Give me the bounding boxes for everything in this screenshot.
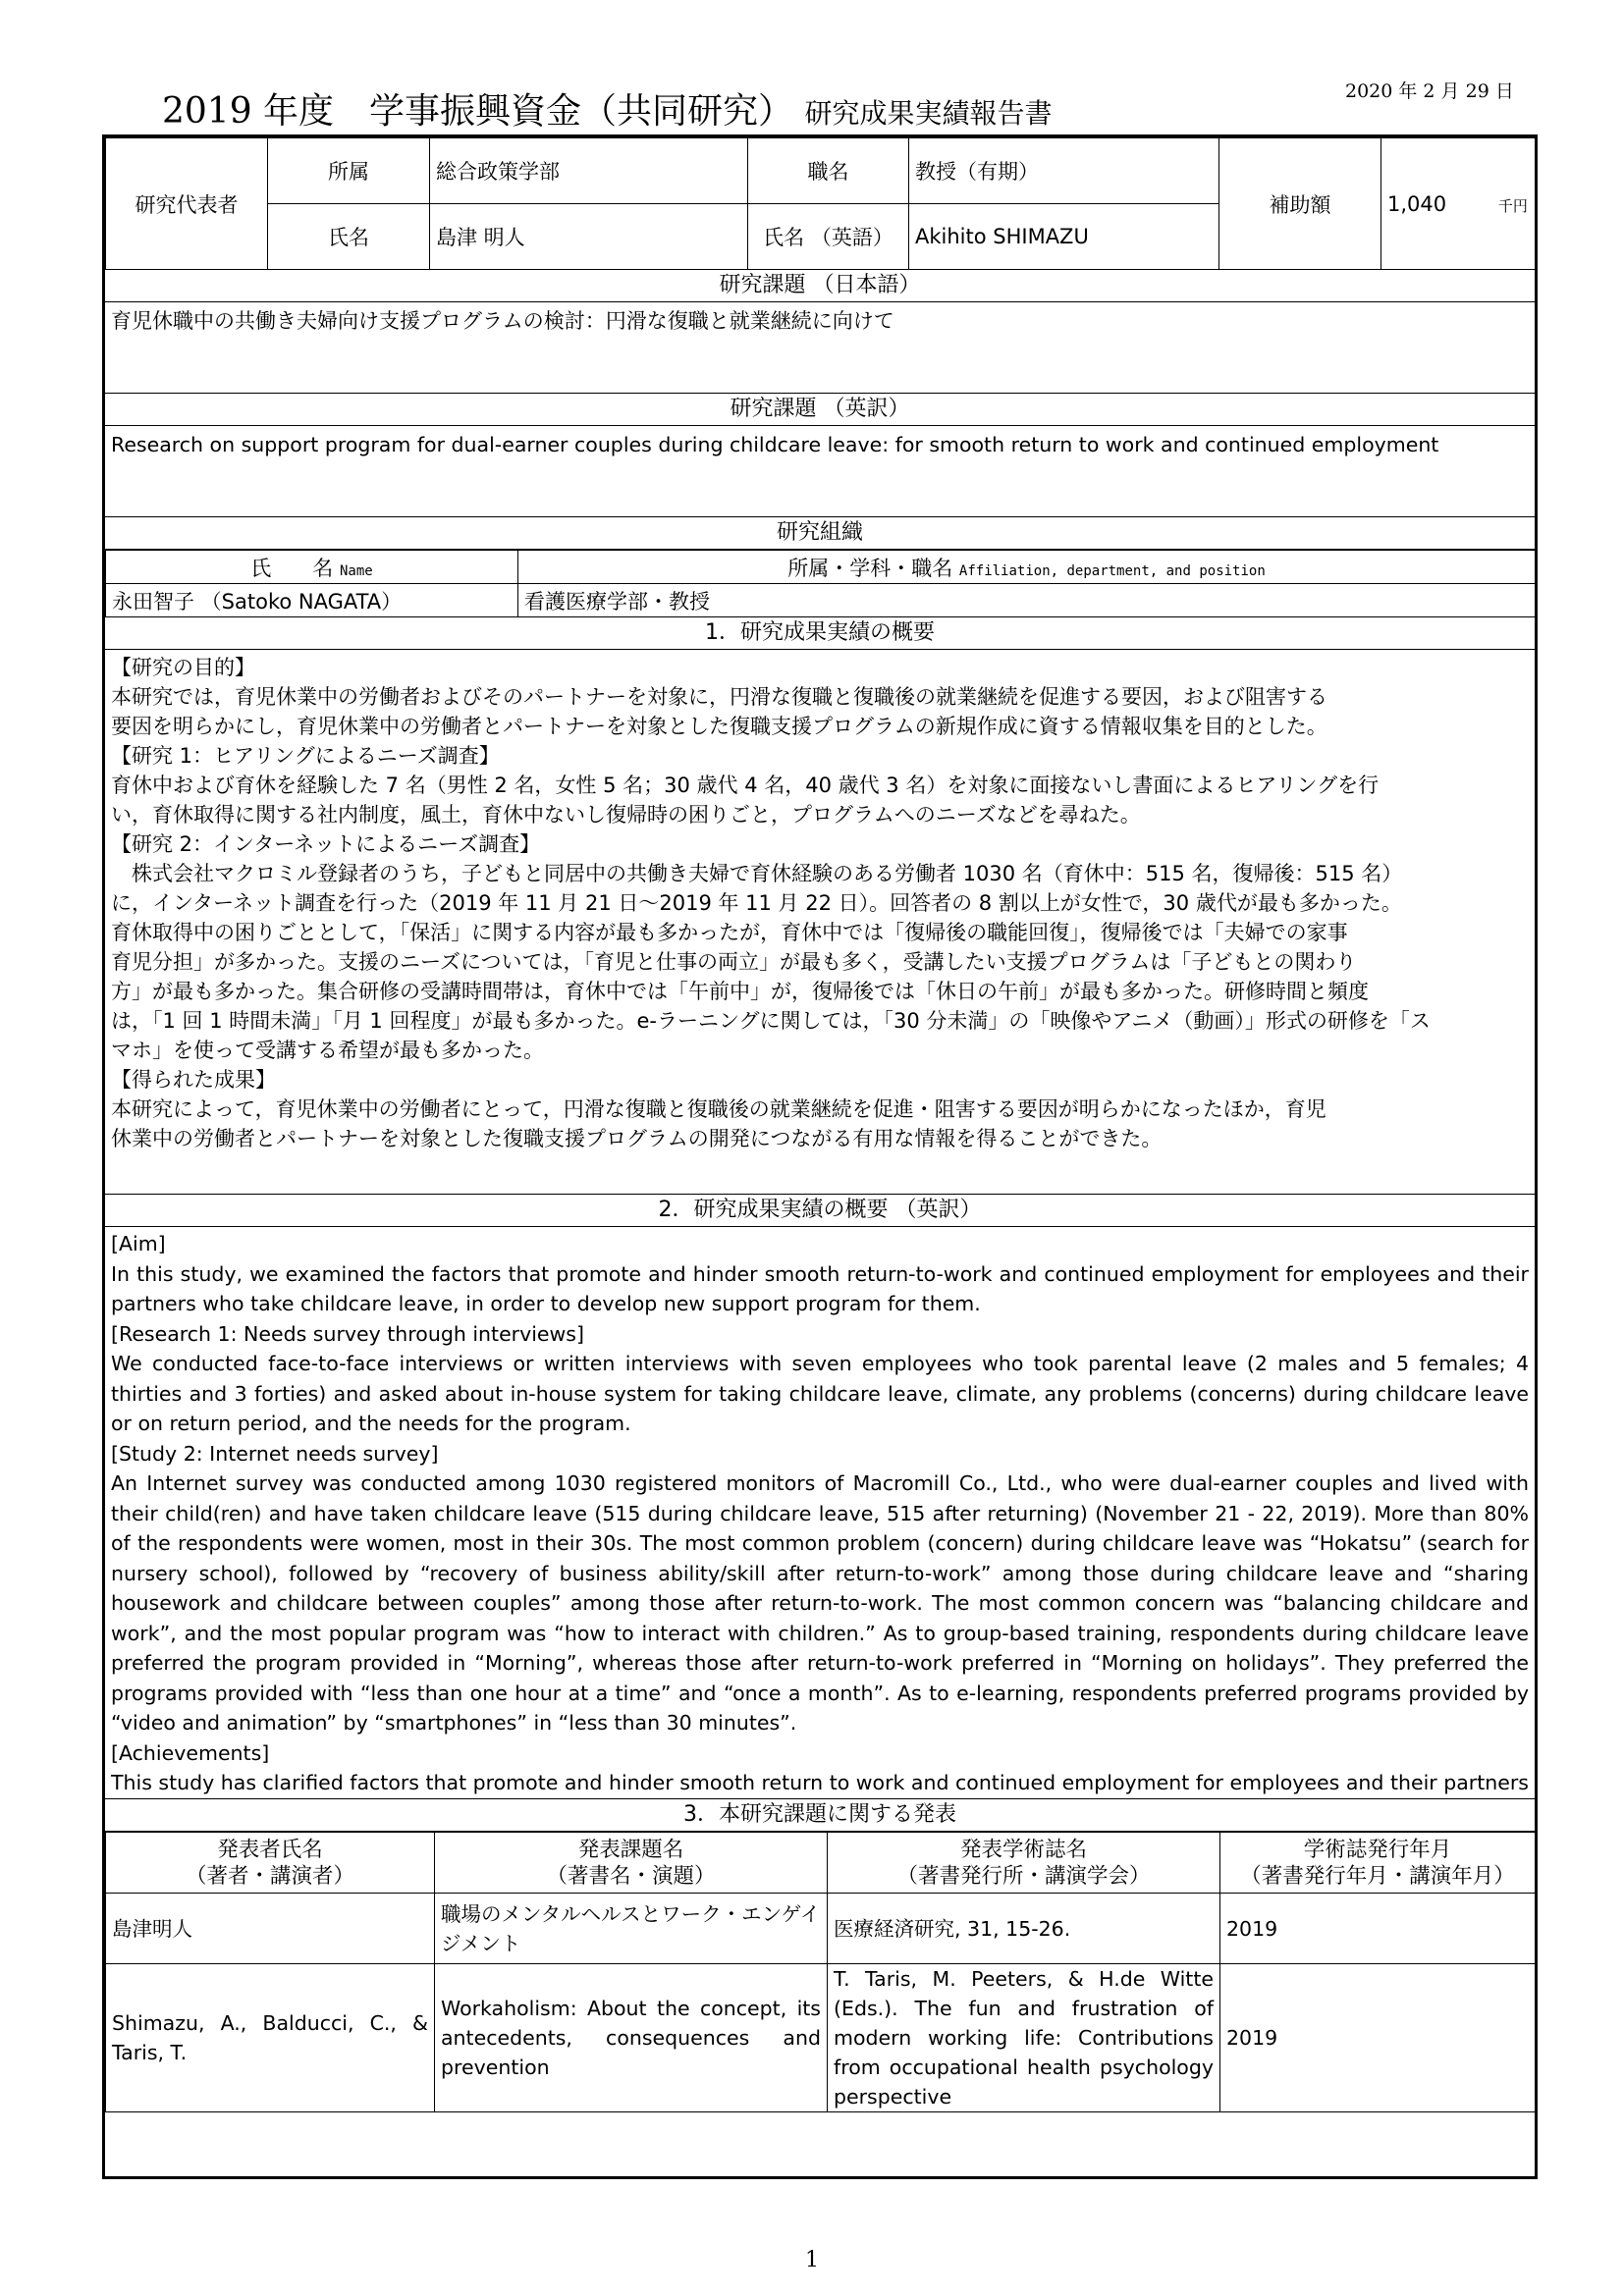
publications-column-headers	[106, 1833, 1536, 1894]
summary-ja-line: 育休中および育休を経験した 7 名（男性 2 名，女性 5 名；30 歳代 4 名，40 歳代 3 名）を対象に面接ないし書面によるヒアリングを行	[111, 774, 1380, 797]
position-value: 教授（有期）	[909, 138, 1219, 204]
summary-ja-line: 【研究 1：ヒアリングによるニーズ調査】	[111, 744, 500, 768]
grant-label: 補助額	[1219, 138, 1381, 270]
summary-en-paragraph: [Achievements]	[111, 1740, 270, 1765]
position-label: 職名	[748, 138, 909, 204]
pub-author: Shimazu, A., Balducci, C., & Taris, T.	[106, 1964, 435, 2112]
summary-en-paragraph: This study has clarified factors that promote and hinder smooth return to work and continued employment for employees and their partners	[111, 1771, 1529, 1794]
page-title	[162, 83, 1053, 133]
title-main: 2019 年度 学事振興資金（共同研究）	[162, 91, 794, 132]
affiliation-value: 総合政策学部	[430, 138, 748, 204]
pub-col-title: 発表課題名 （著書名・演題）	[435, 1833, 828, 1894]
summary-ja-line: 本研究では，育児休業中の労働者およびそのパートナーを対象に，円滑な復職と復職後の就業継続を促進する要因，および阻害する	[111, 685, 1327, 709]
name-en-value: Akihito SHIMAZU	[909, 204, 1219, 270]
org-aff-col-label: 所属・学科・職名	[787, 556, 953, 580]
publications-header: 3．本研究課題に関する発表	[105, 1798, 1535, 1832]
pub-year: 2019	[1220, 1894, 1536, 1964]
org-name-col-note: Name	[339, 562, 373, 579]
summary-ja-body	[105, 650, 1535, 1160]
grant-unit: 千円	[1497, 196, 1528, 215]
name-value: 島津 明人	[430, 204, 748, 270]
summary-en-paragraph: We conducted face-to-face interviews or written interviews with seven employees who took parental leave (2 males and 5 females; 4 thirties and 3 forties) and asked about in-house system for taking childcare leave, climate, any problems (concerns) during childcare leave or on return period, and the needs for the program.	[111, 1352, 1529, 1435]
summary-ja-line: 方」が最も多かった。集合研修の受講時間帯は，育休中では「午前中」が，復帰後では「休日の午前」が最も多かった。研修時間と頻度	[111, 980, 1369, 1003]
summary-ja-line: 【研究の目的】	[111, 656, 255, 679]
pub-journal: 医療経済研究, 31, 15-26.	[828, 1894, 1220, 1964]
pub-col-journal: 発表学術誌名 （著書発行所・講演学会）	[828, 1833, 1220, 1894]
summary-en-paragraph: [Research 1: Needs survey through interviews]	[111, 1321, 584, 1346]
pub-year: 2019	[1220, 1964, 1536, 2112]
page-number: 1	[805, 2248, 819, 2272]
representative-table	[105, 137, 1536, 270]
grant-amount: 1,040	[1387, 191, 1447, 216]
org-aff-col-note: Affiliation, department, and position	[958, 562, 1266, 579]
org-name-col	[106, 551, 518, 584]
summary-ja-line: 要因を明らかにし，育児休業中の労働者とパートナーを対象とした復職支援プログラムの新規作成に資する情報収集を目的とした。	[111, 715, 1327, 738]
topic-en-text: Research on support program for dual-earner couples during childcare leave: for smooth return to work and continued employment	[111, 433, 1439, 456]
report-form	[102, 134, 1538, 2179]
summary-ja-line: 育休取得中の困りごととして，「保活」に関する内容が最も多かったが，育休中では「復帰後の職能回復」，復帰後では「夫婦での家事	[111, 921, 1348, 944]
topic-ja-header: 研究課題 （日本語）	[105, 269, 1535, 302]
publication-row	[106, 1894, 1536, 1964]
summary-en-header: 2．研究成果実績の概要 （英訳）	[105, 1194, 1535, 1227]
report-date: 2020 年 2 月 29 日	[1345, 80, 1514, 102]
summary-ja-line: い，育休取得に関する社内制度，風土，育休中ないし復帰時の困りごと，プログラムへのニーズなどを尋ねた。	[111, 803, 1141, 827]
pub-journal: T. Taris, M. Peeters, & H.de Witte (Eds.). The fun and frustration of modern working life: Contributions from occupational health psychology perspective	[828, 1964, 1220, 2112]
pub-col-year: 学術誌発行年月 （著書発行年月・講演年月）	[1220, 1833, 1536, 1894]
pub-col-author: 発表者氏名 （著者・講演者）	[106, 1833, 435, 1894]
summary-ja-line: に，インターネット調査を行った（2019 年 11 月 21 日～2019 年 11 月 22 日）。回答者の 8 割以上が女性で，30 歳代が最も多かった。	[111, 891, 1402, 915]
org-member-name: 永田智子 （Satoko NAGATA）	[106, 584, 518, 617]
summary-ja-line: 株式会社マクロミル登録者のうち，子どもと同居中の共働き夫婦で育休経験のある労働者 1030 名（育休中：515 名，復帰後：515 名）	[111, 862, 1403, 885]
grant-cell	[1381, 138, 1536, 270]
org-member-aff: 看護医療学部・教授	[518, 584, 1536, 617]
representative-label: 研究代表者	[106, 138, 268, 270]
title-suffix: 研究成果実績報告書	[804, 97, 1053, 130]
topic-en-header: 研究課題 （英訳）	[105, 393, 1535, 426]
name-en-label: 氏名 （英語）	[748, 204, 909, 270]
summary-ja-line: 育児分担」が多かった。支援のニーズについては，「育児と仕事の両立」が最も多く，受講したい支援プログラムは「子どもとの関わり	[111, 950, 1357, 974]
topic-ja-text: 育児休職中の共働き夫婦向け支援プログラムの検討：円滑な復職と就業継続に向けて	[111, 309, 894, 333]
pub-title: Workaholism: About the concept, its antecedents, consequences and prevention	[435, 1964, 828, 2112]
summary-en-paragraph: [Aim]	[111, 1232, 166, 1255]
affiliation-label: 所属	[268, 138, 430, 204]
summary-en-paragraph: An Internet survey was conducted among 1030 registered monitors of Macromill Co., Ltd., who were dual-earner couples and lived with their child(ren) and have taken childcare leave (515 during childcare leave, 515 after returning) (November 21 - 22, 2019). More than 80% of the respondents were women, most in their 30s. The most common problem (concern) during childcare leave was “Hokatsu” (search for nursery school), followed by “recovery of business ability/skill after return-to-work” among those during childcare leave and “sharing housework and childcare between couples” among those after return-to-work. The most common concern was “balancing childcare and work”, and the most popular program was “how to interact with children.” As to group-based training, respondents during childcare leave preferred the program provided in “Morning”, whereas those after return-to-work preferred in “Morning on holidays”. They preferred the programs provided with “less than one hour at a time” and “once a month”. As to e-learning, respondents preferred programs provided by “video and animation” by “smartphones” in “less than 30 minutes”.	[111, 1471, 1529, 1735]
summary-ja-line: 【得られた成果】	[111, 1068, 276, 1092]
pub-author: 島津明人	[106, 1894, 435, 1964]
summary-ja-header: 1．研究成果実績の概要	[105, 616, 1535, 650]
summary-ja-line: 【研究 2：インターネットによるニーズ調査】	[111, 832, 541, 856]
summary-ja-line: は，「1 回 1 時間未満」「月 1 回程度」が最も多かった。e-ラーニングに関しては，「30 分未満」の「映像やアニメ（動画）」形式の研修を「ス	[111, 1009, 1431, 1033]
name-label: 氏名	[268, 204, 430, 270]
organization-table	[105, 550, 1536, 617]
org-name-col-label: 氏 名	[250, 556, 334, 580]
publications-table	[105, 1832, 1536, 2112]
summary-ja-line: マホ」を使って受講する希望が最も多かった。	[111, 1039, 544, 1062]
summary-en-body	[105, 1227, 1535, 1794]
publication-row	[106, 1964, 1536, 2112]
summary-ja-line: 本研究によって，育児休業中の労働者にとって，円滑な復職と復職後の就業継続を促進・阻害する要因が明らかになったほか，育児	[111, 1097, 1326, 1121]
summary-en-paragraph: [Study 2: Internet needs survey]	[111, 1441, 439, 1466]
pub-title: 職場のメンタルヘルスとワーク・エンゲイジメント	[435, 1894, 828, 1964]
summary-ja-line: 休業中の労働者とパートナーを対象とした復職支援プログラムの開発につながる有用な情報を得ることができた。	[111, 1127, 1163, 1150]
summary-en-paragraph: In this study, we examined the factors that promote and hinder smooth return-to-work and continued employment for employees and their partners who take childcare leave, in order to develop new support program for them.	[111, 1261, 1529, 1315]
org-aff-col	[518, 551, 1536, 584]
organization-header: 研究組織	[105, 516, 1535, 550]
